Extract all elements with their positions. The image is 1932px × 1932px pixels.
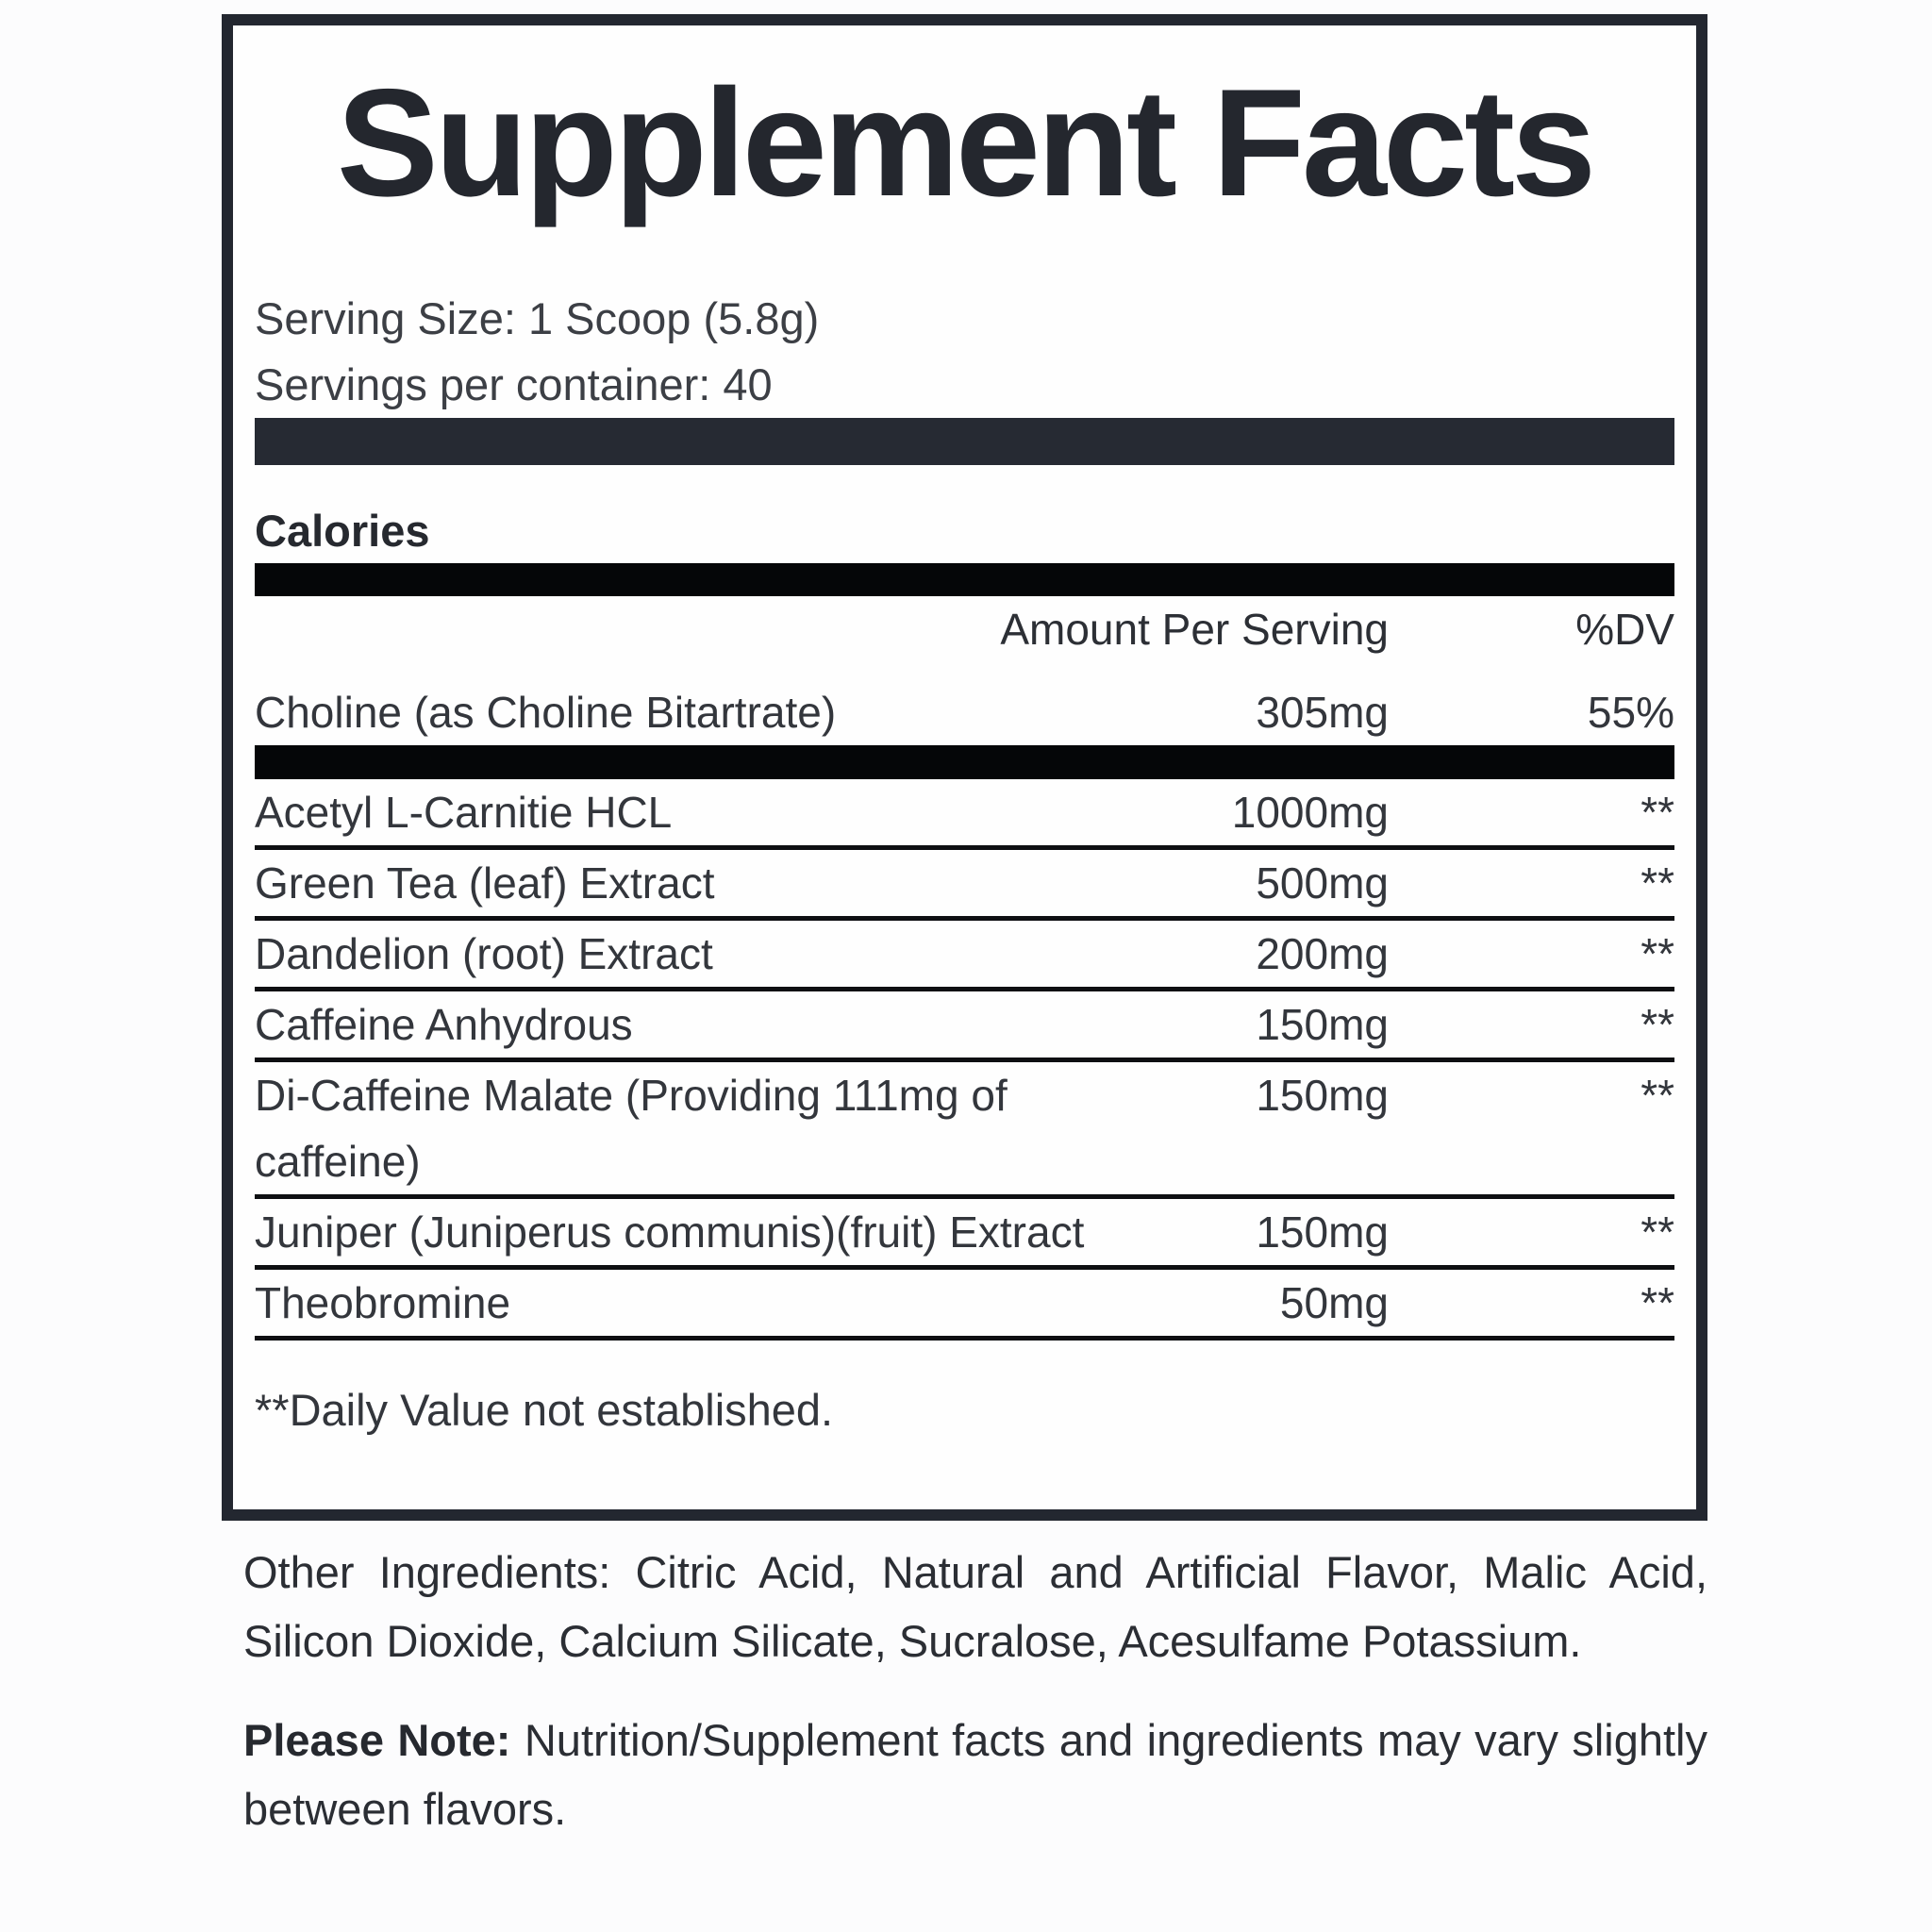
separator-bar-dark	[255, 418, 1674, 465]
calories-label: Calories	[255, 506, 430, 556]
other-ingredients-paragraph: Other Ingredients: Citric Acid, Natural and Artificial Flavor, Malic Acid, Silicon Dioxide, Calcium Silicate, Sucralose, Acesulfame Potassium.	[243, 1547, 1707, 1666]
footer-text-block	[243, 1538, 1707, 1843]
table-row	[255, 779, 1674, 850]
ingredient-dv: **	[1641, 1278, 1674, 1327]
ingredient-dv: **	[1641, 858, 1674, 908]
ingredient-name: Juniper (Juniperus communis)(fruit) Extract	[255, 1208, 1085, 1257]
ingredient-dv: 55%	[1587, 688, 1674, 737]
please-note-paragraph	[243, 1706, 1707, 1843]
ingredient-amount: 150mg	[1256, 1071, 1389, 1120]
please-note-text: Nutrition/Supplement facts and ingredients may vary slightly between flavors.	[243, 1715, 1708, 1834]
table-row	[255, 1062, 1674, 1199]
ingredient-amount: 50mg	[1279, 1278, 1389, 1327]
ingredient-name: Di-Caffeine Malate (Providing 111mg of caffeine)	[255, 1071, 1008, 1186]
header-percent-dv: %DV	[1575, 605, 1674, 654]
separator-bar-black	[255, 563, 1674, 596]
servings-per-container: Servings per container: 40	[255, 359, 773, 409]
ingredient-name: Dandelion (root) Extract	[255, 929, 713, 978]
ingredient-amount: 150mg	[1256, 1208, 1389, 1257]
ingredient-name: Choline (as Choline Bitartrate)	[255, 688, 837, 737]
ingredient-dv: **	[1641, 1208, 1674, 1257]
ingredient-amount: 500mg	[1256, 858, 1389, 908]
table-header-row	[255, 596, 1674, 662]
ingredient-amount: 305mg	[1256, 688, 1389, 737]
table-row	[255, 991, 1674, 1062]
serving-size: Serving Size: 1 Scoop (5.8g)	[255, 293, 820, 343]
table-row-choline	[255, 679, 1674, 745]
ingredient-name: Theobromine	[255, 1278, 511, 1327]
table-row	[255, 1199, 1674, 1270]
table-row	[255, 850, 1674, 921]
header-amount-per-serving: Amount Per Serving	[1000, 605, 1389, 654]
table-row	[255, 921, 1674, 991]
ingredient-dv: **	[1641, 1071, 1674, 1120]
ingredient-amount: 200mg	[1256, 929, 1389, 978]
separator-bar-black-2	[255, 745, 1674, 779]
table-row	[255, 1270, 1674, 1341]
ingredient-dv: **	[1641, 1000, 1674, 1049]
serving-info	[255, 286, 1674, 418]
ingredient-dv: **	[1641, 929, 1674, 978]
ingredient-amount: 150mg	[1256, 1000, 1389, 1049]
ingredient-name: Acetyl L-Carnitie HCL	[255, 788, 673, 837]
panel-title: Supplement Facts	[336, 58, 1593, 228]
ingredient-dv: **	[1641, 788, 1674, 837]
ingredient-name: Green Tea (leaf) Extract	[255, 858, 715, 908]
daily-value-footnote: **Daily Value not established.	[255, 1385, 834, 1435]
ingredient-name: Caffeine Anhydrous	[255, 1000, 633, 1049]
supplement-facts-panel	[222, 14, 1707, 1521]
ingredient-amount: 1000mg	[1231, 788, 1389, 837]
please-note-label: Please Note:	[243, 1715, 511, 1765]
